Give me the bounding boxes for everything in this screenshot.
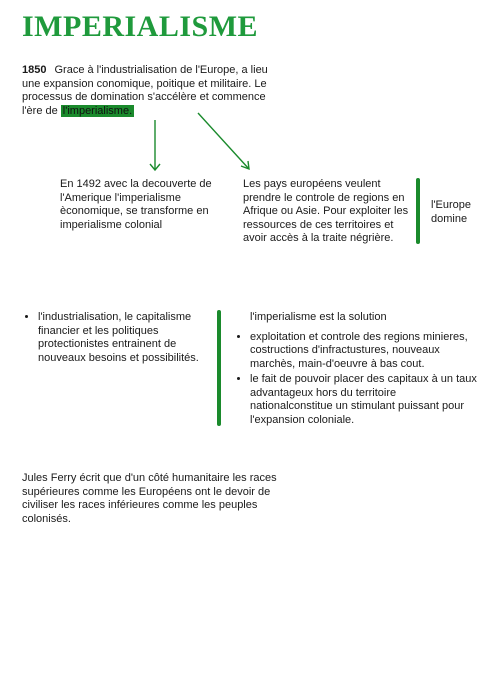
highlight-imperialisme: l'imperialisme. <box>62 104 133 117</box>
divider-bar-right <box>416 178 420 244</box>
intro-year: 1850 <box>22 64 47 76</box>
solution-block <box>236 311 480 429</box>
solution-item: • exploitation et controle des regions minieres, costructions d'infractustures, nouveaux marchès, main-d'oeuvre à bas cout. <box>250 331 480 372</box>
causes-list <box>24 311 214 367</box>
arrowhead-right <box>241 161 249 169</box>
cause-item: • l'industrialisation, le capitalisme financier et les politiques protectionistes entrainent de nouveaux besoins et possibilités. <box>38 311 214 365</box>
arrow-down-right <box>198 113 249 169</box>
branch-left-text: En 1492 avec la decouverte de l'Amerique l'imperialisme èconomique, se transforme en imperialisme colonial <box>60 178 212 231</box>
divider-bar-middle <box>217 310 221 426</box>
intro-text: Grace à l'industrialisation de l'Europe, a lieu une expansion conomique, poitique et militaire. Le processus de domination s'accélère et commence l'ère de <box>22 64 268 117</box>
branch-right-text: Les pays européens veulent prendre le controle de regions en Afrique ou Asie. Pour exploiter les ressources de ces territoires et avoir accès à la traite négrière. <box>243 178 409 244</box>
page-title: IMPERIALISME <box>22 10 259 43</box>
solution-item: • le fait de pouvoir placer des capitaux à un taux advantageux hors du territoire nationalconstitue un stimulant puissant pour l'expansion coloniale. <box>250 373 480 427</box>
arrowhead-left <box>150 164 160 170</box>
side-note: l'Europe domine <box>431 199 472 225</box>
intro-paragraph <box>22 64 284 118</box>
solution-heading: l'imperialisme est la solution <box>250 311 387 323</box>
ferry-paragraph: Jules Ferry écrit que d'un côté humanitaire les races supérieures comme les Européens ont le devoir de civiliser les races inférieures comme les peuples colonisés. <box>22 472 277 525</box>
